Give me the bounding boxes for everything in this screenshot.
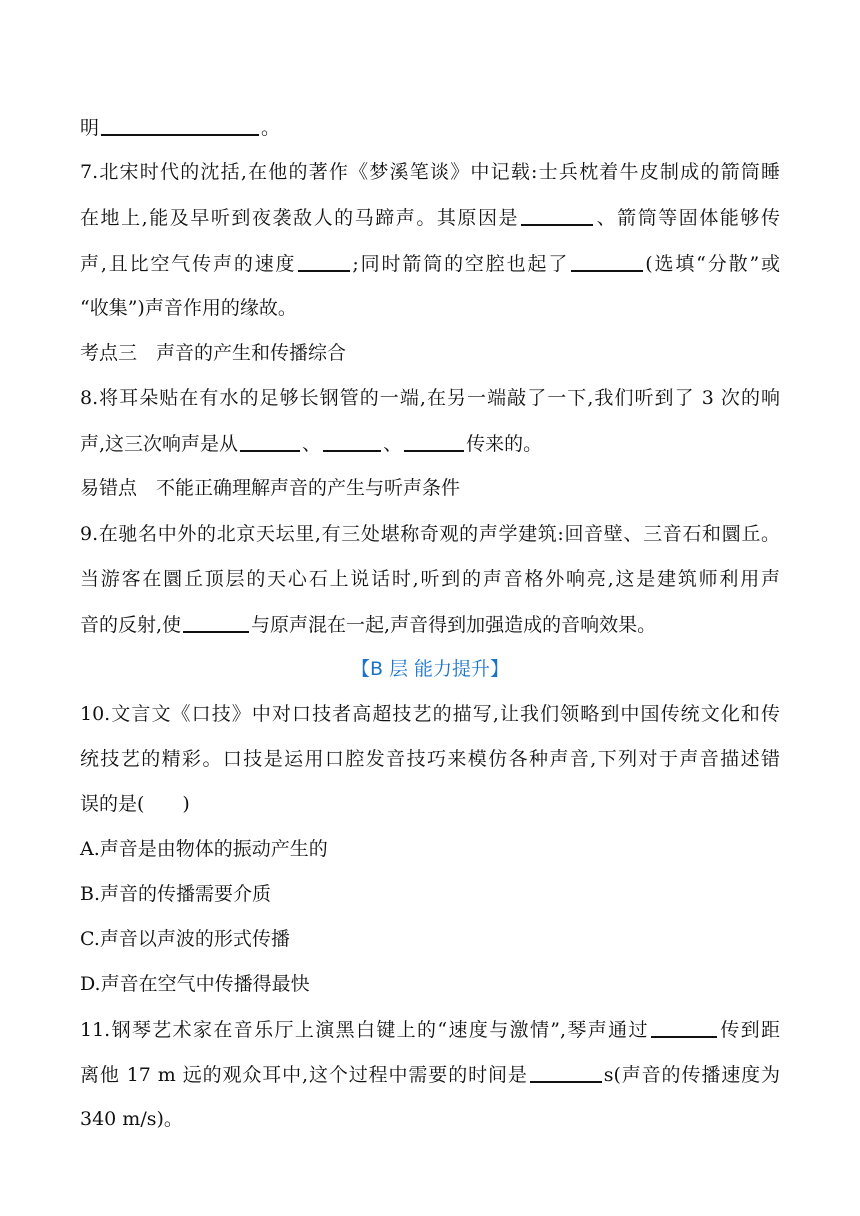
answer-blank[interactable] — [521, 202, 593, 226]
q11-text: 离他 17 m 远的观众耳中,这个过程中需要的时间是 — [80, 1064, 528, 1086]
answer-blank[interactable] — [298, 248, 350, 272]
answer-blank[interactable] — [571, 248, 643, 272]
question-9-line-1: 9.在驰名中外的北京天坛里,有三处堪称奇观的声学建筑:回音壁、三音石和圜丘。 — [80, 523, 780, 545]
answer-blank[interactable] — [404, 428, 464, 452]
q7-text: 、箭筒等固体能够传 — [595, 207, 780, 229]
q8-text: 声,这三次响声是从 — [80, 433, 239, 455]
answer-blank[interactable] — [651, 1014, 717, 1038]
question-9-line-3 — [80, 609, 780, 639]
section-heading-yicuodian: 易错点 不能正确理解声音的产生与听声条件 — [80, 477, 461, 499]
answer-blank[interactable] — [530, 1059, 602, 1083]
continuation-line — [80, 112, 780, 142]
option-a[interactable]: A.声音是由物体的振动产生的 — [80, 838, 328, 860]
question-11-line-1 — [80, 1014, 780, 1044]
q7-text: 声,且比空气传声的速度 — [80, 253, 297, 275]
question-10-line-3: 误的是( ) — [80, 793, 190, 815]
option-d[interactable]: D.声音在空气中传播得最快 — [80, 973, 310, 995]
q9-text: 与原声混在一起,声音得到加强造成的音响效果。 — [251, 614, 657, 636]
q11-text: 11.钢琴艺术家在音乐厅上演黑白键上的“速度与激情”,琴声通过 — [80, 1019, 649, 1041]
option-c[interactable]: C.声音以声波的形式传播 — [80, 928, 290, 950]
q11-text: 传到距 — [718, 1019, 780, 1041]
section-b-title: 【B 层 能力提升】 — [350, 658, 510, 680]
answer-blank[interactable] — [183, 609, 249, 633]
question-7-line-4: “收集”)声音作用的缘故。 — [80, 297, 297, 319]
question-10-line-1: 10.文言文《口技》中对口技者高超技艺的描写,让我们领略到中国传统文化和传 — [80, 703, 780, 725]
answer-blank[interactable] — [323, 428, 381, 452]
continuation-period: 。 — [261, 117, 281, 139]
answer-blank[interactable] — [240, 428, 300, 452]
question-11-line-3: 340 m/s)。 — [80, 1108, 183, 1130]
q8-text: 、 — [383, 433, 403, 455]
question-11-line-2 — [80, 1059, 780, 1089]
q7-text: 在地上,能及早听到夜袭敌人的马蹄声。其原因是 — [80, 207, 520, 229]
answer-blank[interactable] — [101, 112, 259, 136]
section-heading-kaodian-3: 考点三 声音的产生和传播综合 — [80, 342, 347, 364]
q11-text: s(声音的传播速度为 — [603, 1064, 780, 1086]
q8-text: 、 — [302, 433, 322, 455]
question-7-line-3 — [80, 248, 780, 278]
question-8-line-1: 8.将耳朵贴在有水的足够长钢管的一端,在另一端敲了一下,我们听到了 3 次的响 — [80, 387, 780, 409]
q9-text: 音的反射,使 — [80, 614, 182, 636]
option-b[interactable]: B.声音的传播需要介质 — [80, 883, 272, 905]
question-8-line-2 — [80, 428, 780, 458]
q7-text: (选填“分散”或 — [645, 253, 781, 275]
question-7-line-1: 7.北宋时代的沈括,在他的著作《梦溪笔谈》中记载:士兵枕着牛皮制成的箭筒睡 — [80, 161, 780, 183]
continuation-text: 明 — [80, 117, 100, 139]
question-7-line-2 — [80, 202, 780, 232]
question-9-line-2: 当游客在圜丘顶层的天心石上说话时,听到的声音格外响亮,这是建筑师利用声 — [80, 568, 780, 590]
q7-text: ;同时箭筒的空腔也起了 — [352, 253, 570, 275]
q8-text: 传来的。 — [466, 433, 543, 455]
question-10-line-2: 统技艺的精彩。口技是运用口腔发音技巧来模仿各种声音,下列对于声音描述错 — [80, 748, 780, 770]
